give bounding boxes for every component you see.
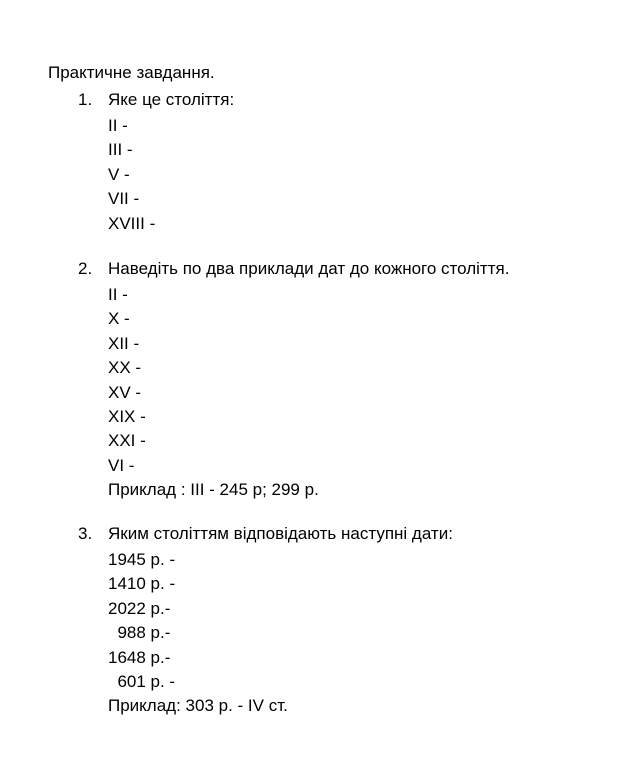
task-2-text: Наведіть по два приклади дат до кожного століття.: [108, 259, 510, 278]
list-item: 2022 р.-: [108, 598, 171, 618]
list-item: 601 р. -: [108, 671, 176, 691]
list-item: 1410 р. -: [108, 574, 176, 594]
task-3-items: [108, 548, 288, 719]
list-item: X -: [108, 309, 130, 329]
list-item: V -: [108, 164, 130, 184]
task-3-number: 3.: [78, 524, 93, 543]
task-1-items: [108, 114, 155, 236]
list-item: 1945 р. -: [108, 550, 176, 569]
example-line: Приклад: 303 р. - IV ст.: [108, 696, 288, 716]
list-item: 988 р.-: [108, 623, 171, 643]
list-item: VII -: [108, 189, 140, 209]
list-item: XV -: [108, 382, 142, 402]
list-item: XII -: [108, 333, 140, 353]
list-item: XVIII -: [108, 213, 156, 233]
list-item: 1648 р.-: [108, 647, 171, 667]
task-2-number: 2.: [78, 259, 93, 278]
task-1-number: 1.: [78, 90, 93, 109]
list-item: II -: [108, 285, 128, 304]
task-3-text: Яким століттям відповідають наступні дати:: [108, 524, 453, 543]
task-1-text: Яке це століття:: [108, 90, 235, 109]
list-item: VI -: [108, 455, 135, 475]
list-item: XXI -: [108, 431, 146, 451]
list-item: II -: [108, 116, 128, 135]
task-2-items: [108, 283, 319, 503]
list-item: XX -: [108, 358, 142, 378]
list-item: III -: [108, 140, 133, 160]
example-line: Приклад : III - 245 р; 299 р.: [108, 480, 319, 500]
list-item: XIX -: [108, 406, 146, 426]
document-title: Практичне завдання.: [48, 63, 215, 82]
